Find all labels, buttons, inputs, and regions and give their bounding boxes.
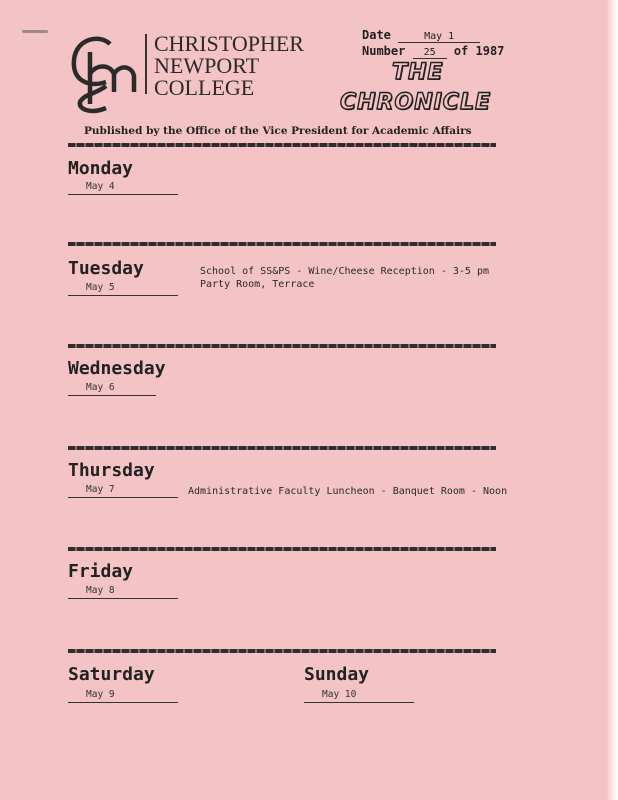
- masthead-chronicle: CHRONICLE: [340, 90, 491, 115]
- college-name: [154, 33, 304, 99]
- day-tuesday: Tuesday: [68, 258, 144, 279]
- date-sunday: May 10: [304, 688, 414, 703]
- section-rule: [68, 446, 496, 450]
- date-monday: May 4: [68, 180, 178, 195]
- day-sunday: Sunday: [304, 664, 370, 685]
- scan-edge: [606, 0, 618, 800]
- number-row: [362, 44, 504, 60]
- date-tuesday: May 5: [68, 281, 178, 296]
- day-thursday: Thursday: [68, 460, 155, 481]
- year-text: of 1987: [453, 44, 505, 58]
- cnc-monogram-logo: [66, 30, 140, 116]
- section-rule: [68, 143, 496, 147]
- paper-smudge: [22, 30, 48, 33]
- masthead-the: THE: [392, 60, 444, 85]
- day-monday: Monday: [68, 158, 134, 179]
- date-friday: May 8: [68, 584, 178, 599]
- day-friday: Friday: [68, 561, 134, 582]
- date-value: May 1: [398, 31, 480, 43]
- section-rule: [68, 547, 496, 551]
- date-saturday: May 9: [68, 688, 178, 703]
- event-tuesday-1: School of SS&PS - Wine/Cheese Reception - 3-5 pm: [200, 266, 489, 277]
- date-wednesday: May 6: [68, 381, 156, 396]
- event-thursday-1: Administrative Faculty Luncheon - Banquet Room - Noon: [188, 486, 508, 497]
- date-row: [362, 28, 504, 44]
- college-line-1: CHRISTOPHER: [154, 31, 304, 56]
- section-rule: [68, 242, 496, 246]
- number-label: Number: [362, 44, 406, 58]
- day-wednesday: Wednesday: [68, 358, 166, 379]
- event-tuesday-2: Party Room, Terrace: [200, 279, 315, 290]
- issue-meta: [362, 28, 504, 60]
- section-rule: [68, 344, 496, 348]
- date-thursday: May 7: [68, 483, 178, 498]
- number-value: 25: [413, 47, 447, 59]
- published-by: Published by the Office of the Vice President for Academic Affairs: [84, 125, 472, 137]
- logo-divider: [145, 34, 147, 94]
- date-label: Date: [362, 28, 391, 42]
- day-saturday: Saturday: [68, 664, 155, 685]
- college-line-2: NEWPORT: [154, 53, 260, 78]
- college-line-3: COLLEGE: [154, 75, 255, 100]
- section-rule: [68, 649, 496, 653]
